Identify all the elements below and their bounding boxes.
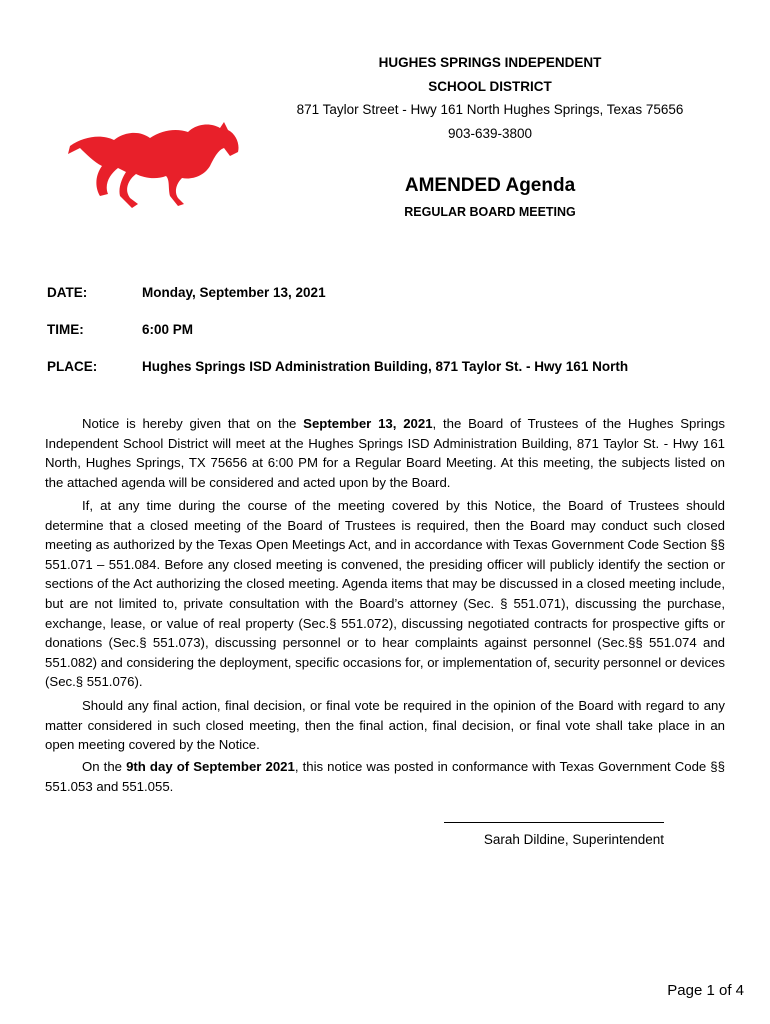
page-number: Page 1 of 4: [667, 982, 744, 999]
district-name-line1: HUGHES SPRINGS INDEPENDENT: [378, 55, 602, 70]
posting-text-start: On the: [82, 759, 127, 774]
district-name-line2: SCHOOL DISTRICT: [428, 79, 552, 94]
final-action-paragraph: Should any final action, final decision, or final vote be required in the opinion of the Board with regard to any matter considered in such closed meeting, then the final action, final decision, or final vote shall take place in an open meeting covered by the Notice.: [45, 698, 725, 753]
place-value: Hughes Springs ISD Administration Building, 871 Taylor St. - Hwy 161 North: [142, 359, 629, 374]
page-subtitle: REGULAR BOARD MEETING: [404, 205, 576, 219]
date-label: DATE:: [47, 285, 88, 300]
closed-meeting-paragraph: If, at any time during the course of the meeting covered by this Notice, the Board of Trustees should determine that a closed meeting of the Board of Trustees is required, then the Board may conduct such closed meeting as authorized by the Texas Open Meetings Act, and in accordance with Texas Government Code Section §§ 551.071 – 551.084. Before any closed meeting is convened, the presiding officer will publicly identify the section or sections of the Act authorizing the closed meeting. Agenda items that may be discussed in a closed meeting include, but are not limited to, private consultation with the Board’s attorney (Sec. § 551.071), discussing the purchase, exchange, lease, or value of real property (Sec.§ 551.072), discussing negotiated contracts for prospective gifts or donations (Sec.§ 551.073), discussing personnel or to hear complaints against personnel (Sec.§§ 551.074 and 551.082) and considering the deployment, specific occasions for, or implementation of, security personnel or devices (Sec.§ 551.076).: [45, 498, 725, 690]
place-label: PLACE:: [47, 359, 98, 374]
posting-paragraph: [45, 757, 725, 796]
posting-date-bold: 9th day of September 2021: [126, 759, 295, 774]
time-value: 6:00 PM: [142, 322, 194, 337]
district-address: 871 Taylor Street - Hwy 161 North Hughes Springs, Texas 75656: [296, 102, 684, 117]
notice-text-end: , the Board of Trustees of the Hughes Springs Independent School District will meet at the Hughes Springs ISD Administration Building, 871 Taylor St. - Hwy 161 North, Hughes Springs, TX 75656 at 6:00 PM for a Regular Board Meeting. At this meeting, the subjects listed on the attached agenda will be considered and acted upon by the Board.: [45, 416, 725, 490]
date-value: Monday, September 13, 2021: [142, 285, 326, 300]
meeting-date-bold: September 13, 2021: [303, 416, 433, 431]
posting-text-end: , this notice was posted in conformance with Texas Government Code §§ 551.053 and 551.055.: [45, 759, 725, 794]
signature-line: [444, 812, 664, 823]
notice-paragraph: [45, 414, 725, 492]
time-label: TIME:: [47, 322, 84, 337]
notice-text-start: Notice is hereby given that on the: [82, 416, 304, 431]
signature-name: Sarah Dildine, Superintendent: [483, 832, 664, 847]
page-title: AMENDED Agenda: [404, 175, 576, 196]
mustang-horse-icon: [64, 118, 244, 218]
district-phone: 903-639-3800: [447, 126, 533, 141]
